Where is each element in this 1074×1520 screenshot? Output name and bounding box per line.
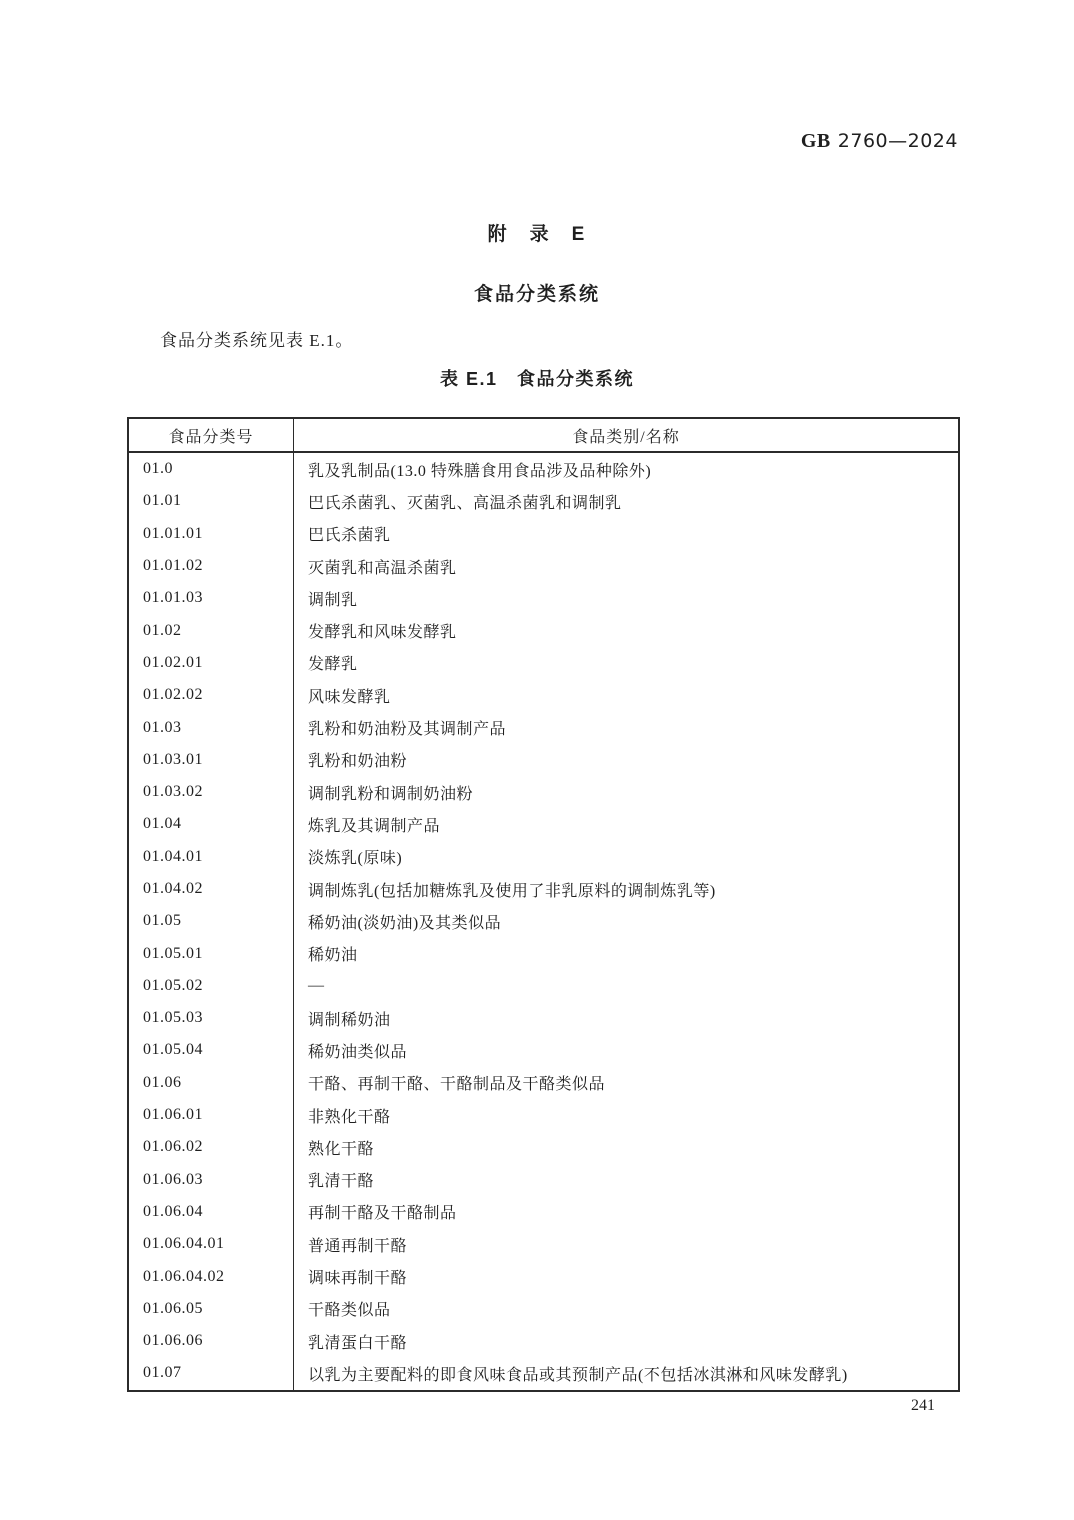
- table-body: [128, 452, 959, 1391]
- food-name-cell: 调制炼乳(包括加糖炼乳及使用了非乳原料的调制炼乳等): [308, 882, 716, 900]
- food-name-cell: 再制干酪及干酪制品: [308, 1205, 457, 1223]
- table-row: [128, 1034, 959, 1066]
- table-row: [128, 550, 959, 582]
- food-name-cell: 普通再制干酪: [308, 1237, 408, 1255]
- standard-prefix: GB: [800, 130, 831, 152]
- food-name-cell: 炼乳及其调制产品: [308, 817, 441, 835]
- table-row: [128, 1002, 959, 1034]
- food-code-cell: 01.04.02: [128, 873, 294, 905]
- food-code-cell: 01.01.01: [128, 518, 294, 550]
- food-code-cell: 01.06.05: [128, 1293, 294, 1325]
- table-row: [128, 452, 959, 485]
- food-name-cell: 熟化干酪: [308, 1140, 375, 1158]
- food-code-cell: 01.05: [128, 905, 294, 937]
- table-caption: 表 E.1 食品分类系统: [439, 369, 635, 389]
- food-name-cell: 巴氏杀菌乳: [308, 527, 391, 545]
- food-name-cell: 干酪类似品: [308, 1302, 391, 1320]
- table-row: [128, 614, 959, 646]
- table-row: [128, 776, 959, 808]
- food-name-cell: 乳粉和奶油粉: [308, 753, 408, 771]
- food-code-cell: 01.06: [128, 1067, 294, 1099]
- standard-number: [801, 130, 958, 153]
- food-code-cell: 01.03.02: [128, 776, 294, 808]
- table-row: [128, 808, 959, 840]
- table-row: [128, 1099, 959, 1131]
- food-name-cell: 以乳为主要配料的即食风味食品或其预制产品(不包括冰淇淋和风味发酵乳): [308, 1366, 848, 1384]
- food-name-cell: 稀奶油类似品: [308, 1043, 408, 1061]
- food-name-cell: 发酵乳: [308, 656, 358, 674]
- table-row: [128, 679, 959, 711]
- table-row: [128, 744, 959, 776]
- food-code-cell: 01.06.04: [128, 1196, 294, 1228]
- food-name-cell: 发酵乳和风味发酵乳: [308, 624, 457, 642]
- table-header-row: [128, 418, 959, 452]
- food-name-cell: 调制乳粉和调制奶油粉: [308, 785, 474, 803]
- food-name-cell: 乳及乳制品(13.0 特殊膳食用食品涉及品种除外): [308, 462, 652, 480]
- table-row: [128, 582, 959, 614]
- food-name-cell: 稀奶油: [308, 947, 358, 965]
- food-name-cell: 乳清蛋白干酪: [308, 1334, 408, 1352]
- appendix-title: 附 录 E: [487, 224, 587, 245]
- page-number: 241: [911, 1397, 935, 1414]
- food-code-cell: 01.04: [128, 808, 294, 840]
- intro-paragraph: 食品分类系统见表 E.1。: [160, 331, 354, 350]
- food-code-cell: 01.01.02: [128, 550, 294, 582]
- table-row: [128, 1325, 959, 1357]
- table-row: [128, 905, 959, 937]
- food-code-cell: 01.01.03: [128, 582, 294, 614]
- food-code-cell: 01.07: [128, 1357, 294, 1390]
- col-header-food-name: 食品类别/名称: [294, 418, 960, 452]
- food-name-cell: 乳清干酪: [308, 1173, 375, 1191]
- food-name-cell: 淡炼乳(原味): [308, 850, 403, 868]
- table-row: [128, 841, 959, 873]
- food-code-cell: 01.02.01: [128, 647, 294, 679]
- food-code-cell: 01.05.01: [128, 937, 294, 969]
- food-code-cell: 01.06.03: [128, 1164, 294, 1196]
- food-name-cell: 乳粉和奶油粉及其调制产品: [308, 721, 507, 739]
- table-row: [128, 1196, 959, 1228]
- table-row: [128, 1357, 959, 1390]
- food-classification-table: [127, 417, 960, 1392]
- table-row: [128, 873, 959, 905]
- food-name-cell: 非熟化干酪: [308, 1108, 391, 1126]
- food-code-cell: 01.04.01: [128, 841, 294, 873]
- food-code-cell: 01.05.02: [128, 970, 294, 1002]
- food-code-cell: 01.06.06: [128, 1325, 294, 1357]
- standard-code: 2760—2024: [837, 130, 958, 152]
- food-name-cell: 稀奶油(淡奶油)及其类似品: [308, 914, 502, 932]
- table-row: [128, 1260, 959, 1292]
- food-code-cell: 01.0: [128, 452, 294, 485]
- food-code-cell: 01.06.02: [128, 1131, 294, 1163]
- food-name-cell: 风味发酵乳: [308, 688, 391, 706]
- table-row: [128, 1228, 959, 1260]
- food-code-cell: 01.06.04.01: [128, 1228, 294, 1260]
- table-row: [128, 485, 959, 517]
- table-row: [128, 970, 959, 1002]
- table-row: [128, 1067, 959, 1099]
- col-header-food-code: 食品分类号: [128, 418, 294, 452]
- table-row: [128, 1164, 959, 1196]
- food-name-cell: 调味再制干酪: [308, 1270, 408, 1288]
- food-code-cell: 01.05.04: [128, 1034, 294, 1066]
- table-row: [128, 711, 959, 743]
- food-name-cell: 干酪、再制干酪、干酪制品及干酪类似品: [308, 1076, 606, 1094]
- food-code-cell: 01.03: [128, 711, 294, 743]
- food-code-cell: 01.03.01: [128, 744, 294, 776]
- table-row: [128, 518, 959, 550]
- food-code-cell: 01.06.01: [128, 1099, 294, 1131]
- table-row: [128, 937, 959, 969]
- table-row: [128, 1131, 959, 1163]
- food-code-cell: 01.02.02: [128, 679, 294, 711]
- table-row: [128, 1293, 959, 1325]
- food-code-cell: 01.05.03: [128, 1002, 294, 1034]
- food-code-cell: 01.01: [128, 485, 294, 517]
- food-name-cell: 调制乳: [308, 591, 358, 609]
- food-name-cell: 调制稀奶油: [308, 1011, 391, 1029]
- food-name-cell: 巴氏杀菌乳、灭菌乳、高温杀菌乳和调制乳: [308, 494, 622, 512]
- food-name-cell: —: [308, 976, 325, 994]
- food-code-cell: 01.06.04.02: [128, 1260, 294, 1292]
- food-code-cell: 01.02: [128, 614, 294, 646]
- appendix-subtitle: 食品分类系统: [473, 284, 600, 305]
- table-row: [128, 647, 959, 679]
- food-name-cell: 灭菌乳和高温杀菌乳: [308, 559, 457, 577]
